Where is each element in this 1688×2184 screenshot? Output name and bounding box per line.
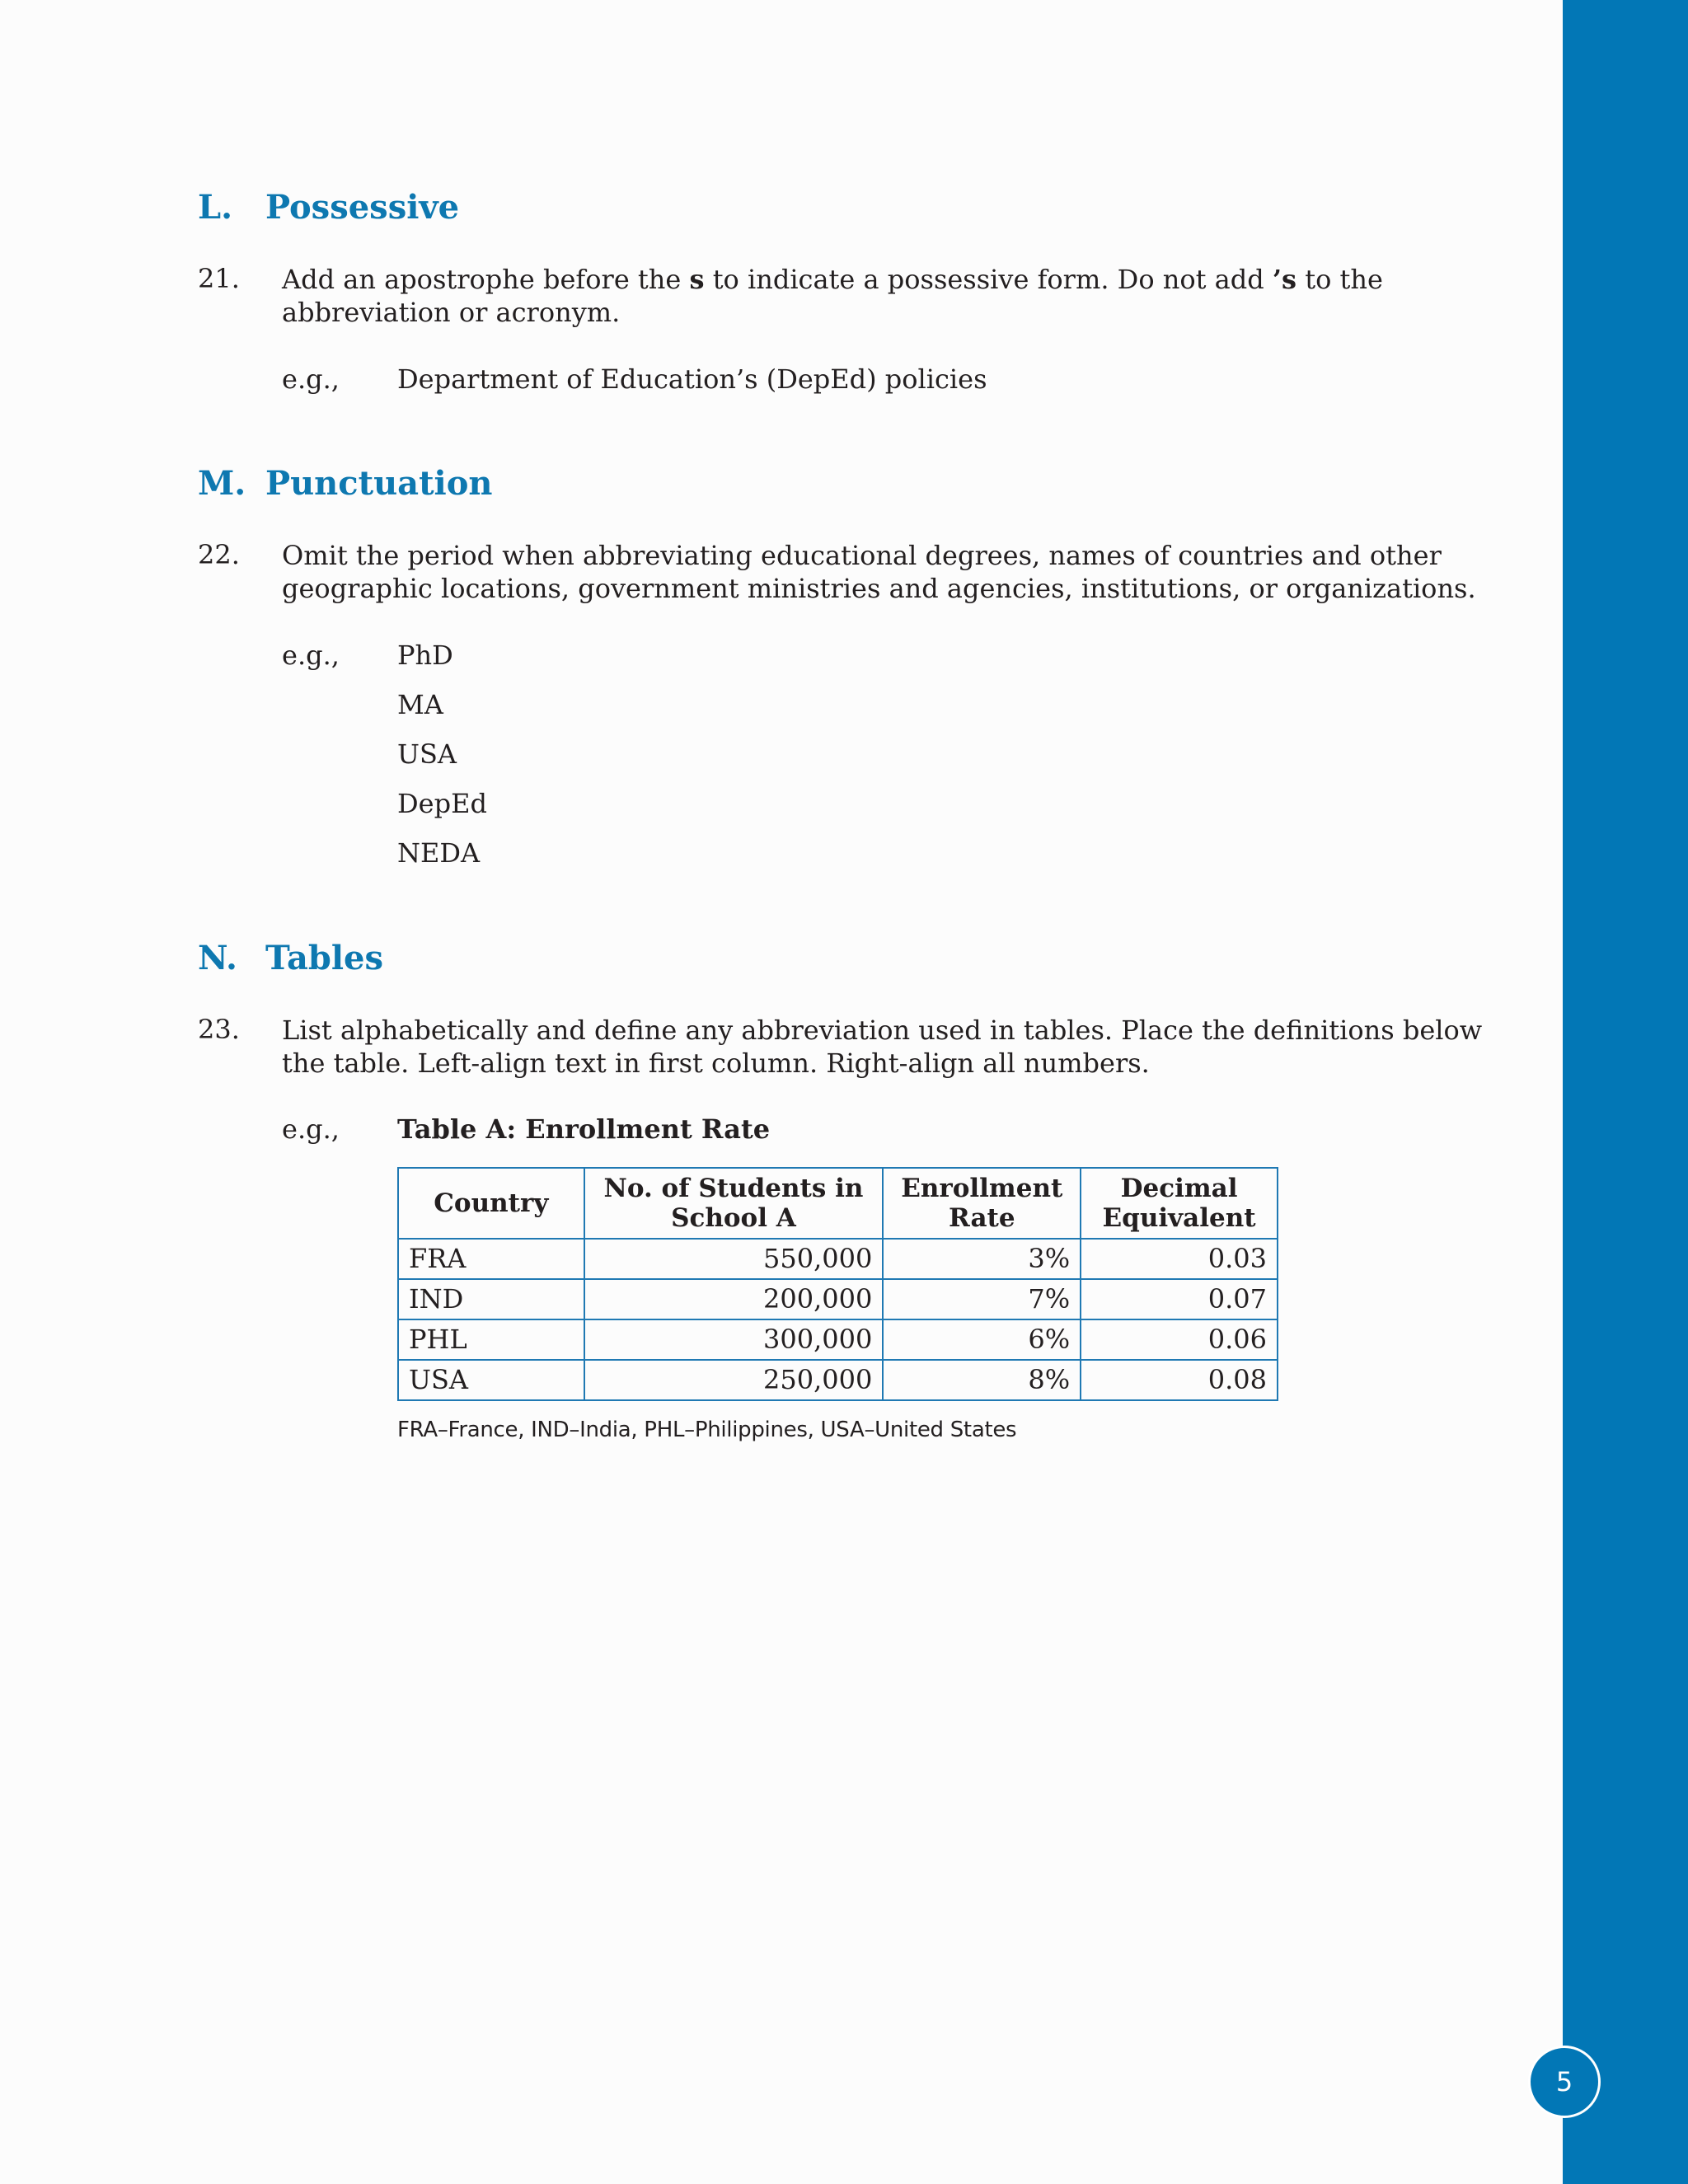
table-cell: FRA [398, 1239, 584, 1279]
table-cell: 0.07 [1081, 1279, 1278, 1319]
example-item: PhD [397, 640, 453, 671]
table-cell: 550,000 [584, 1239, 884, 1279]
rule-paragraph [282, 263, 1518, 329]
table-cell: 0.03 [1081, 1239, 1278, 1279]
text-segment: to indicate a possessive form. Do not add [704, 264, 1273, 295]
table-cell: USA [398, 1360, 584, 1400]
table-footnote: FRA–France, IND–India, PHL–Philippines, USA–United States [397, 1418, 1017, 1442]
section-title: Punctuation [265, 464, 493, 503]
item-number: 21. [198, 263, 240, 294]
enrollment-table [397, 1167, 1278, 1401]
bold-term: ’s [1272, 264, 1297, 295]
section-letter: L. [198, 188, 233, 227]
column-header: Enrollment Rate [883, 1168, 1081, 1239]
section-title: Tables [265, 939, 383, 977]
table-cell: 3% [883, 1239, 1081, 1279]
section-heading-possessive [198, 188, 459, 227]
table-caption: Table A: Enrollment Rate [397, 1113, 771, 1145]
column-header: Country [398, 1168, 584, 1239]
column-header: Decimal Equivalent [1081, 1168, 1278, 1239]
table-header-row [398, 1168, 1278, 1239]
item-number: 22. [198, 539, 240, 570]
table-row [398, 1319, 1278, 1360]
text-segment: to the abbreviation or acronym. [282, 264, 1383, 328]
table-cell: 0.06 [1081, 1319, 1278, 1360]
example-item: NEDA [397, 837, 481, 869]
sidebar-band [1563, 0, 1688, 2184]
table-cell: 7% [883, 1279, 1081, 1319]
section-heading-tables [198, 939, 383, 977]
column-header: No. of Students in School A [584, 1168, 884, 1239]
table-cell: 8% [883, 1360, 1081, 1400]
text-segment: Add an apostrophe before the [282, 264, 690, 295]
example-item: DepEd [397, 788, 487, 819]
table-cell: 0.08 [1081, 1360, 1278, 1400]
rule-paragraph: List alphabetically and define any abbreviation used in tables. Place the definitions below the table. Left-align text in first column. Right-align all numbers. [282, 1015, 1483, 1079]
section-letter: M. [198, 464, 246, 503]
eg-label: e.g., [282, 363, 340, 395]
table-cell: 200,000 [584, 1279, 884, 1319]
eg-label: e.g., [282, 640, 340, 671]
table-cell: 250,000 [584, 1360, 884, 1400]
page-number: 5 [1528, 2046, 1601, 2118]
section-title: Possessive [265, 188, 460, 227]
table-cell: 300,000 [584, 1319, 884, 1360]
table-row [398, 1239, 1278, 1279]
eg-label: e.g., [282, 1113, 340, 1145]
example-item: MA [397, 689, 443, 720]
table-row [398, 1360, 1278, 1400]
example-item: USA [397, 738, 457, 770]
table-row [398, 1279, 1278, 1319]
table-cell: 6% [883, 1319, 1081, 1360]
table-cell: PHL [398, 1319, 584, 1360]
section-heading-punctuation [198, 464, 493, 503]
bold-term: s [689, 264, 705, 295]
item-number: 23. [198, 1014, 240, 1045]
example-item: Department of Education’s (DepEd) policies [397, 363, 987, 395]
table-cell: IND [398, 1279, 584, 1319]
rule-paragraph: Omit the period when abbreviating educational degrees, names of countries and other geographic locations, government ministries and agencies, institutions, or organizations. [282, 540, 1476, 604]
section-letter: N. [198, 939, 237, 977]
